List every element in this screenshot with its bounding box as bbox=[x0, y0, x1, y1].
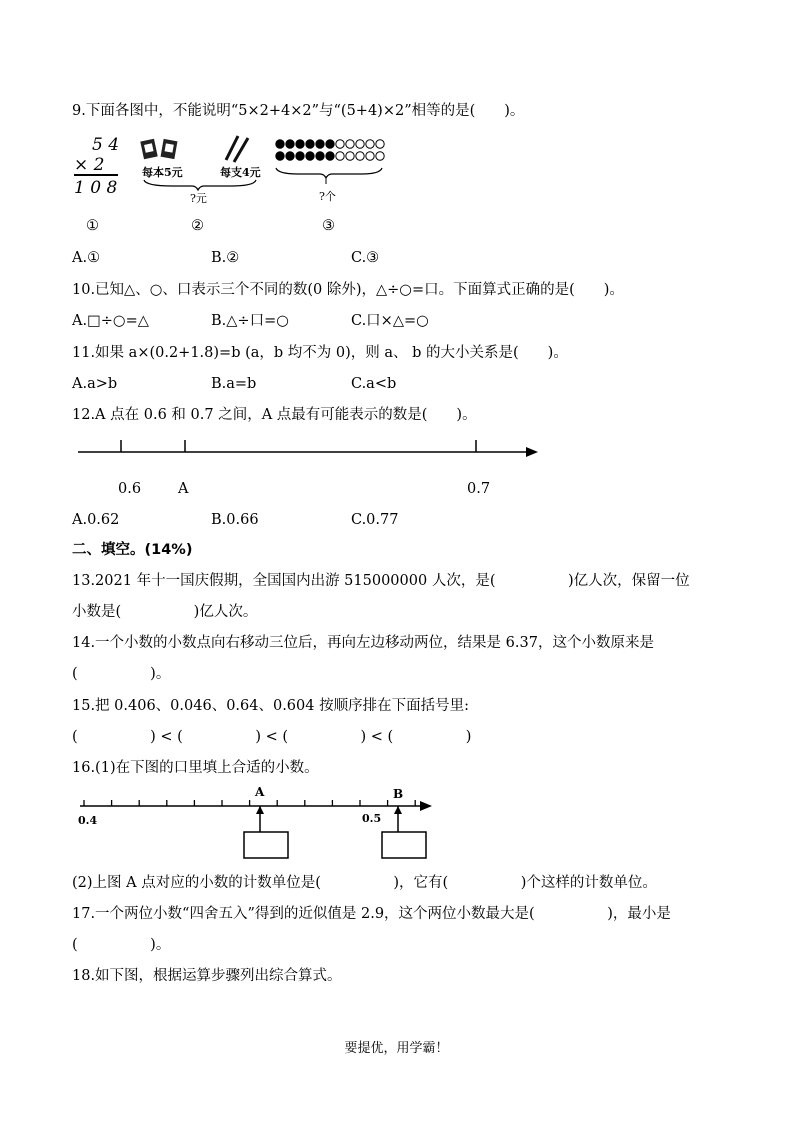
q11-text: 11.如果 a×(0.2+1.8)=b (a，b 均不为 0)，则 a、 b 的大小关系是( )。 bbox=[72, 345, 568, 361]
q14-line1: 14.一个小数的小数点向右移动三位后，再向左边移动两位，结果是 6.37，这个小数原来是 bbox=[72, 635, 654, 651]
q9-option-b[interactable]: B.② bbox=[211, 250, 240, 266]
q12-option-a[interactable]: A.0.62 bbox=[72, 512, 120, 528]
page-footer: 要提优，用学霸！ bbox=[344, 1041, 449, 1056]
q16-number-line bbox=[72, 782, 442, 862]
q10-text: 10.已知△、○、口表示三个不同的数(0 除外)，△÷○=口。下面算式正确的是( )。 bbox=[72, 282, 624, 298]
filled-dot bbox=[306, 152, 314, 160]
hollow-dot bbox=[346, 152, 354, 160]
answer-box-b bbox=[382, 832, 426, 858]
q9-text: 9.下面各图中，不能说明“5×2+4×2”与“(5+4)×2”相等的是( )。 bbox=[72, 103, 525, 119]
q9-circle-1: ① bbox=[86, 218, 99, 234]
fig1-top: 5 4 bbox=[92, 135, 120, 155]
fig3-total: ?个 bbox=[319, 190, 336, 203]
q11-option-c[interactable]: C.a<b bbox=[351, 376, 397, 392]
fig2-pen-label: 每支4元 bbox=[220, 166, 261, 179]
q18-text: 18.如下图，根据运算步骤列出综合算式。 bbox=[72, 968, 342, 984]
filled-dot bbox=[286, 152, 294, 160]
filled-dot bbox=[326, 140, 334, 148]
fig1-result: 1 0 8 bbox=[74, 178, 118, 198]
q10-option-c[interactable]: C.口×△=○ bbox=[351, 313, 429, 329]
q12-option-b[interactable]: B.0.66 bbox=[211, 512, 259, 528]
q17-line2: ( )。 bbox=[72, 937, 171, 953]
filled-dot bbox=[316, 152, 324, 160]
filled-dot bbox=[296, 140, 304, 148]
q17-line1: 17.一个两位小数“四舍五入”得到的近似值是 2.9，这个两位小数最大是( )，最小是 bbox=[72, 906, 671, 922]
hollow-dot bbox=[336, 140, 344, 148]
fig2-book-label: 每本5元 bbox=[142, 166, 183, 179]
q9-fig2-books-pens bbox=[140, 136, 260, 205]
filled-dot bbox=[276, 152, 284, 160]
filled-dot bbox=[306, 140, 314, 148]
q15-line2: ( ) < ( ) < ( ) < ( ) bbox=[72, 729, 472, 745]
hollow-dot bbox=[346, 140, 354, 148]
section2-title: 二、填空。(14%) bbox=[72, 542, 193, 558]
q9-fig3-dots bbox=[276, 140, 384, 160]
point-b-label: B bbox=[393, 787, 404, 801]
q12-number-line bbox=[72, 432, 552, 466]
q16-part2: (2)上图 A 点对应的小数的计数单位是( )，它有( )个这样的计数单位。 bbox=[72, 875, 657, 891]
q9-circle-3: ③ bbox=[322, 218, 335, 234]
q15-line1: 15.把 0.406、0.046、0.64、0.604 按顺序排在下面括号里: bbox=[72, 698, 469, 714]
q12-option-c[interactable]: C.0.77 bbox=[351, 512, 399, 528]
q13-line1: 13.2021 年十一国庆假期，全国国内出游 515000000 人次，是( )亿人次，保留一位 bbox=[72, 573, 690, 589]
hollow-dot bbox=[336, 152, 344, 160]
pen-icon bbox=[226, 136, 248, 162]
axis-label-0.5: 0.5 bbox=[362, 812, 382, 825]
q12-label-a: A bbox=[178, 481, 189, 497]
q13-line2: 小数是( )亿人次。 bbox=[72, 604, 258, 620]
q9-figures bbox=[72, 132, 392, 210]
hollow-dot bbox=[366, 152, 374, 160]
q12-text: 12.A 点在 0.6 和 0.7 之间，A 点最有可能表示的数是( )。 bbox=[72, 407, 477, 423]
fig2-total: ?元 bbox=[190, 192, 207, 205]
q9-circle-2: ② bbox=[191, 218, 204, 234]
axis-label-0.4: 0.4 bbox=[78, 814, 98, 827]
q9-fig1-multiplication bbox=[74, 135, 119, 198]
q11-option-a[interactable]: A.a>b bbox=[72, 376, 118, 392]
q14-line2: ( )。 bbox=[72, 666, 171, 682]
q9-option-c[interactable]: C.③ bbox=[351, 250, 380, 266]
fig1-mult: × 2 bbox=[74, 155, 105, 175]
filled-dot bbox=[286, 140, 294, 148]
hollow-dot bbox=[376, 140, 384, 148]
book-icon bbox=[140, 139, 177, 160]
q12-label-0.6: 0.6 bbox=[118, 481, 142, 497]
q9-option-a[interactable]: A.① bbox=[72, 250, 101, 266]
filled-dot bbox=[326, 152, 334, 160]
answer-box-a bbox=[244, 832, 288, 858]
q11-option-b[interactable]: B.a=b bbox=[211, 376, 257, 392]
filled-dot bbox=[316, 140, 324, 148]
hollow-dot bbox=[366, 140, 374, 148]
hollow-dot bbox=[356, 152, 364, 160]
hollow-dot bbox=[376, 152, 384, 160]
q10-option-b[interactable]: B.△÷口=○ bbox=[211, 313, 289, 329]
point-a-label: A bbox=[255, 785, 265, 799]
q12-label-0.7: 0.7 bbox=[467, 481, 491, 497]
hollow-dot bbox=[356, 140, 364, 148]
q16-part1: 16.(1)在下图的口里填上合适的小数。 bbox=[72, 760, 319, 776]
q10-option-a[interactable]: A.□÷○=△ bbox=[72, 313, 149, 329]
filled-dot bbox=[276, 140, 284, 148]
filled-dot bbox=[296, 152, 304, 160]
